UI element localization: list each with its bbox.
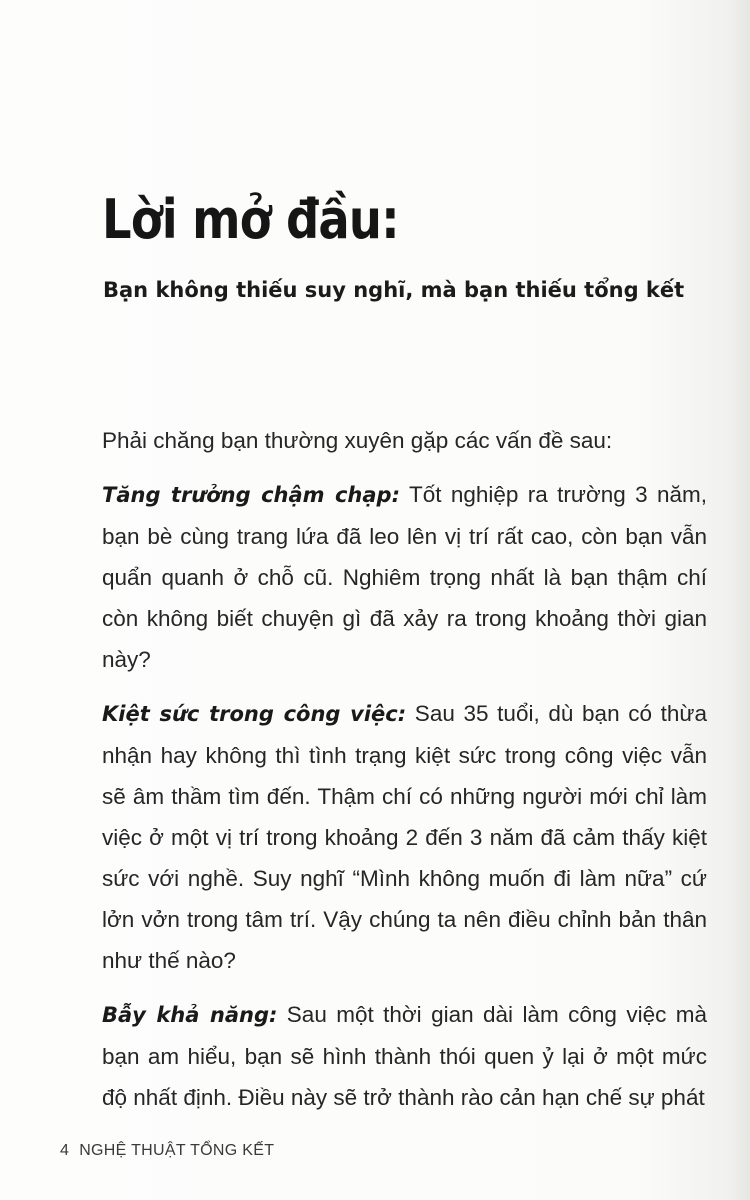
chapter-title: Lời mở đầu: (102, 188, 399, 251)
body-text (102, 420, 707, 1131)
chapter-subtitle: Bạn không thiếu suy nghĩ, mà bạn thiếu tổng kết (103, 278, 685, 302)
running-title: NGHỆ THUẬT TỔNG KẾT (79, 1142, 275, 1159)
paragraph-text-burnout: Sau 35 tuổi, dù bạn có thừa nhận hay không thì tình trạng kiệt sức trong công việc vẫn sẽ âm thầm tìm đến. Thậm chí có những người mới chỉ làm việc ở một vị trí trong khoảng 2 đến 3 năm đã cảm thấy kiệt sức với nghề. Suy nghĩ “Mình không muốn đi làm nữa” cứ lởn vởn trong tâm trí. Vậy chúng ta nên điều chỉnh bản thân như thế nào? (102, 701, 707, 973)
paragraph-slow-growth (102, 474, 707, 680)
paragraph-text-slow-growth: Tốt nghiệp ra trường 3 năm, bạn bè cùng trang lứa đã leo lên vị trí rất cao, còn bạn vẫn quẩn quanh ở chỗ cũ. Nghiêm trọng nhất là bạn thậm chí còn không biết chuyện gì đã xảy ra trong khoảng thời gian này? (102, 482, 707, 672)
page-number: 4 (60, 1142, 70, 1159)
paragraph-lead-burnout: Kiệt sức trong công việc: (102, 702, 407, 726)
intro-text: Phải chăng bạn thường xuyên gặp các vấn đề sau: (102, 428, 613, 453)
paragraph-lead-slow-growth: Tăng trưởng chậm chạp: (102, 483, 400, 507)
paragraph-burnout (102, 693, 707, 981)
paragraph-lead-ability-trap: Bẫy khả năng: (102, 1003, 278, 1027)
paragraph-text-ability-trap: Sau một thời gian dài làm công việc mà bạn am hiểu, bạn sẽ hình thành thói quen ỷ lại ở một mức độ nhất định. Điều này sẽ trở thành rào cản hạn chế sự phát (102, 1002, 707, 1110)
paragraph-ability-trap (102, 994, 707, 1118)
page-footer (60, 1142, 274, 1160)
intro-paragraph (102, 420, 707, 461)
